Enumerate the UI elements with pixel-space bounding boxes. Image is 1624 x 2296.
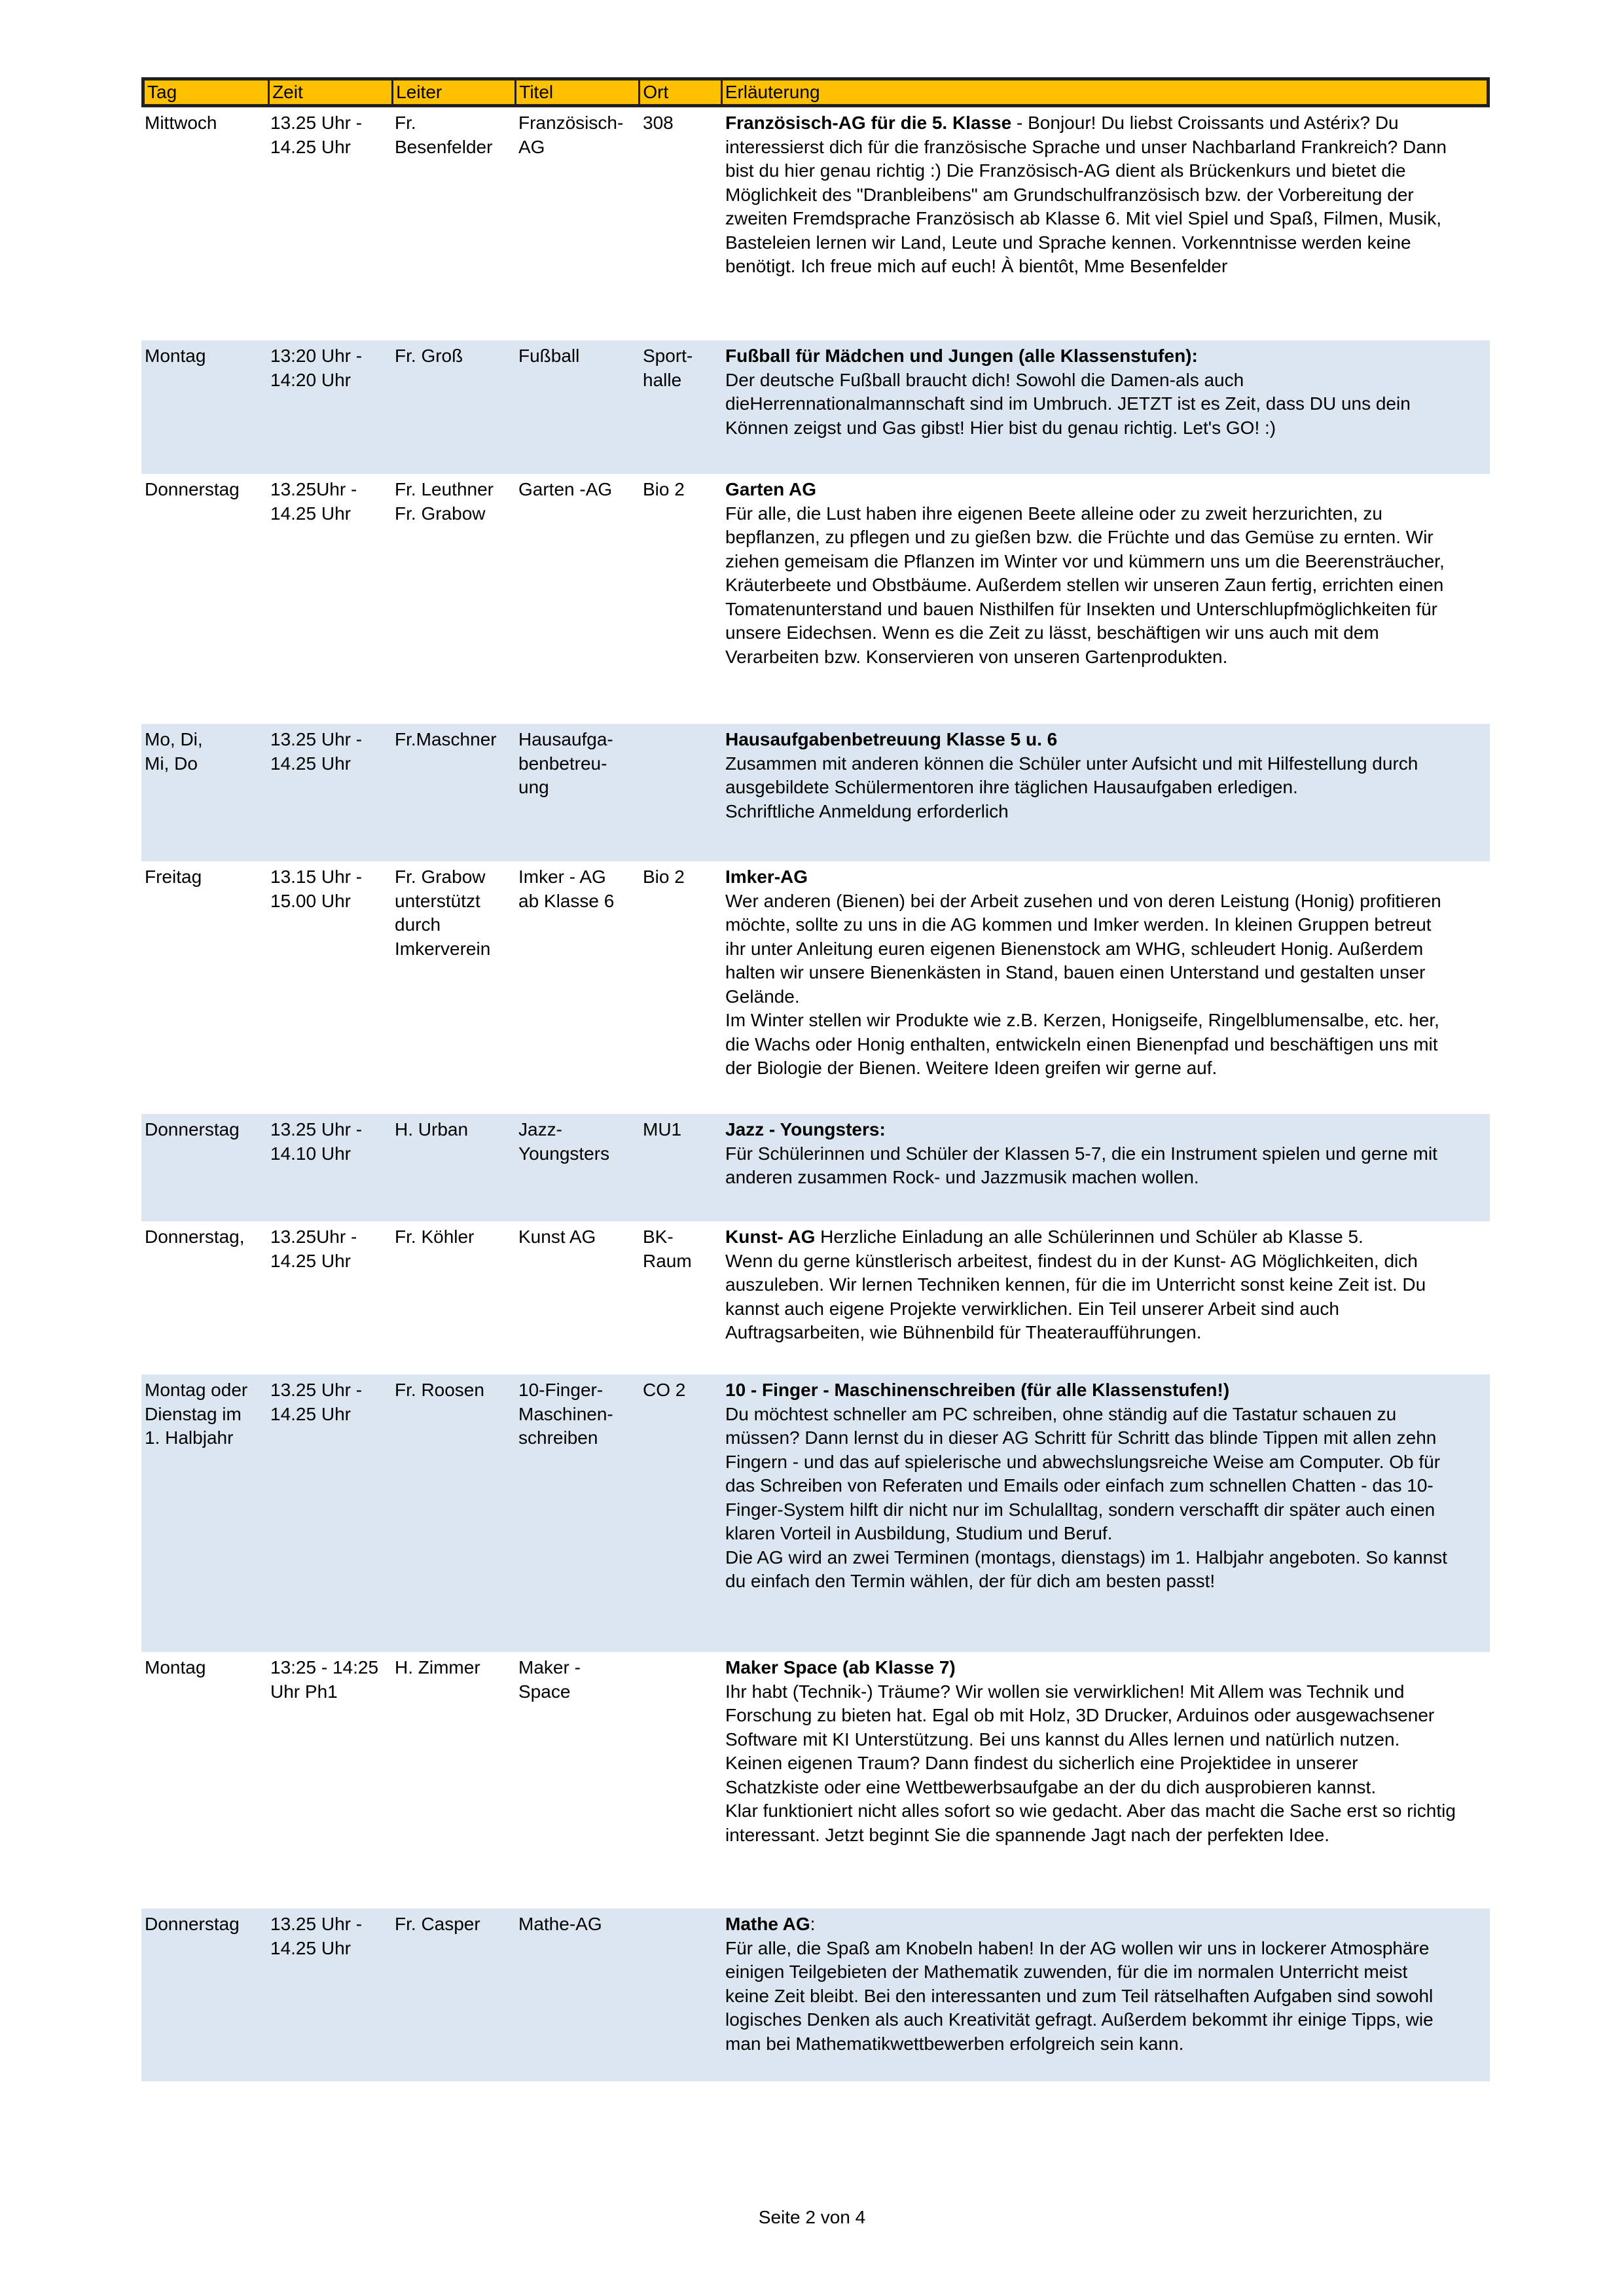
description-line: zweiten Fremdsprache Französisch ab Klasse 6. Mit viel Spiel und Spaß, Filmen, Musik, [725, 208, 1441, 228]
description-title-line [725, 478, 1490, 502]
description-line: halten wir unsere Bienenkästen in Stand, bauen einen Unterstand und gestalten unser [725, 962, 1426, 982]
cell-erlaeuterung [722, 1225, 1490, 1374]
description-line: logisches Denken als auch Kreativität gefragt. Außerdem bekommt ihr einige Tipps, wie [725, 2009, 1434, 2030]
cell-tag: Donnerstag, [145, 1227, 245, 1247]
cell-zeit: 13:25 - 14:25 Uhr Ph1 [270, 1657, 379, 1702]
ag-table [141, 77, 1490, 2081]
cell-ort: CO 2 [643, 1380, 686, 1400]
description-line: Die AG wird an zwei Terminen (montags, dienstags) im 1. Halbjahr angeboten. So kannst [725, 1547, 1447, 1568]
description-title-line [725, 1656, 1490, 1680]
description-line: Wer anderen (Bienen) bei der Arbeit zusehen und von deren Leistung (Honig) profitieren [725, 890, 1441, 911]
description-line: Klar funktioniert nicht alles sofort so wie gedacht. Aber das macht die Sache erst so richtig [725, 1801, 1456, 1821]
description-line: unsere Eidechsen. Wenn es die Zeit zu lässt, beschäftigen wir uns auch mit dem [725, 622, 1379, 643]
description-line: einigen Teilgebieten der Mathematik zuwenden, für die im normalen Unterricht meist [725, 1962, 1408, 1982]
description-line: ihr unter Anleitung euren eigenen Bienenstock am WHG, schleudert Honig. Außerdem [725, 938, 1424, 959]
description-line: ziehen gemeisam die Pflanzen im Winter vor und kümmern uns um die Beerensträucher, [725, 550, 1445, 571]
description-title: Hausaufgabenbetreuung Klasse 5 u. 6 [725, 729, 1058, 749]
page-number: Seite 2 von 4 [758, 2207, 866, 2227]
cell-titel: Imker - AG ab Klasse 6 [518, 867, 615, 911]
table-header [141, 77, 1490, 107]
description-title: Jazz - Youngsters: [725, 1119, 886, 1139]
cell-tag: Montag [145, 346, 206, 366]
description-line: Basteleien lernen wir Land, Leute und Sprache kennen. Vorkenntnisse werden keine [725, 232, 1411, 253]
description-line: müssen? Dann lernst du in dieser AG Schritt für Schritt das blinde Tippen mit allen zehn [725, 1427, 1437, 1448]
cell-ort: Sport- halle [643, 346, 693, 390]
description-line: benötigt. Ich freue mich auf euch! À bientôt, Mme Besenfelder [725, 256, 1228, 276]
cell-titel: 10-Finger- Maschinen- schreiben [518, 1380, 613, 1448]
cell-ort: BK- Raum [643, 1227, 692, 1271]
description-line: Tomatenunterstand und bauen Nisthilfen für Insekten und Unterschlupfmöglichkeiten für [725, 598, 1437, 619]
cell-erlaeuterung [722, 1118, 1490, 1221]
description-line: Ihr habt (Technik-) Träume? Wir wollen sie verwirklichen! Mit Allem was Technik und [725, 1681, 1405, 1702]
description-title-line [725, 1378, 1490, 1403]
description-line: Fingern - und das auf spielerische und abwechslungsreiche Weise am Computer. Ob für [725, 1451, 1441, 1472]
description-line: interessierst dich für die französische Sprache und unser Nachbarland Frankreich? Dann [725, 136, 1447, 157]
description-line: Für alle, die Lust haben ihre eigenen Beete alleine oder zu zweit herzurichten, zu [725, 503, 1382, 524]
table-row [141, 474, 1490, 724]
header-titel: Titel [516, 81, 640, 104]
description-title-line [725, 344, 1490, 368]
cell-erlaeuterung [722, 478, 1490, 724]
description-line: der Biologie der Bienen. Weitere Ideen greifen wir gerne auf. [725, 1058, 1218, 1078]
description-line: bepflanzen, zu pflegen und zu gießen bzw. die Früchte und das Gemüse zu ernten. Wir [725, 527, 1434, 547]
cell-ort: 308 [643, 113, 674, 133]
description-title: Garten AG [725, 479, 816, 499]
header-leiter: Leiter [393, 81, 516, 104]
description-line: Wenn du gerne künstlerisch arbeitest, findest du in der Kunst- AG Möglichkeiten, dich [725, 1250, 1418, 1271]
description-line: Der deutsche Fußball braucht dich! Sowohl die Damen-als auch [725, 369, 1244, 390]
description-line: die Wachs oder Honig enthalten, entwickeln einen Bienenpfad und beschäftigen uns mit [725, 1033, 1438, 1054]
cell-leiter: H. Zimmer [395, 1657, 480, 1677]
cell-leiter: Fr. Leuthner Fr. Grabow [395, 479, 494, 524]
cell-tag: Donnerstag [145, 479, 240, 499]
description-line: Für Schülerinnen und Schüler der Klassen 5-7, die ein Instrument spielen und gerne mit [725, 1143, 1437, 1164]
cell-tag: Mo, Di, Mi, Do [145, 729, 203, 774]
table-row [141, 724, 1490, 861]
cell-ort [640, 728, 722, 861]
description-line: Schatzkiste oder eine Wettbewerbsaufgabe an der du dich ausprobieren kannst. [725, 1776, 1377, 1797]
description-title-line [725, 111, 1490, 135]
description-line: man bei Mathematikwettbewerben erfolgreich sein kann. [725, 2033, 1184, 2054]
header-ort: Ort [640, 81, 722, 104]
cell-tag: Freitag [145, 867, 202, 887]
description-title: Mathe AG [725, 1914, 810, 1934]
description-line: ausgebildete Schülermentoren ihre täglichen Hausaufgaben erledigen. [725, 777, 1298, 797]
description-title-line [725, 1225, 1490, 1249]
description-line: Für alle, die Spaß am Knobeln haben! In der AG wollen wir uns in lockerer Atmosphäre [725, 1937, 1430, 1958]
cell-ort [640, 1656, 722, 1909]
description-line: du einfach den Termin wählen, der für dich am besten passt! [725, 1571, 1216, 1591]
cell-zeit: 13.25 Uhr - 14.25 Uhr [270, 113, 363, 157]
description-line: auszuleben. Wir lernen Techniken kennen, für die im Unterricht sonst keine Zeit ist. Du [725, 1274, 1426, 1295]
description-title: Französisch-AG für die 5. Klasse [725, 113, 1012, 133]
description-line: dieHerrennationalmannschaft sind im Umbruch. JETZT ist es Zeit, dass DU uns dein [725, 393, 1411, 414]
cell-leiter: Fr. Grabow unterstützt durch Imkerverein [395, 867, 491, 959]
cell-erlaeuterung [722, 1378, 1490, 1652]
cell-erlaeuterung [722, 1656, 1490, 1909]
description-line: Schriftliche Anmeldung erforderlich [725, 800, 1009, 821]
cell-leiter: Fr.Maschner [395, 729, 497, 749]
header-tag: Tag [145, 81, 270, 104]
cell-tag: Montag oder Dienstag im 1. Halbjahr [145, 1380, 248, 1448]
cell-erlaeuterung [722, 344, 1490, 474]
cell-erlaeuterung [722, 728, 1490, 861]
description-line: Software mit KI Unterstützung. Bei uns kannst du Alles lernen und natürlich nutzen. [725, 1729, 1400, 1749]
description-title-rest: - Bonjour! Du liebst Croissants und Astérix? Du [1011, 113, 1399, 133]
cell-zeit: 13.25Uhr - 14.25 Uhr [270, 479, 357, 524]
cell-zeit: 13.25Uhr - 14.25 Uhr [270, 1227, 357, 1271]
description-line: keine Zeit bleibt. Bei den interessanten und zum Teil rätselhaften Aufgaben sind sowohl [725, 1985, 1434, 2006]
cell-erlaeuterung [722, 111, 1490, 340]
cell-titel: Maker - Space [518, 1657, 581, 1702]
description-line: Zusammen mit anderen können die Schüler unter Aufsicht und mit Hilfestellung durch [725, 753, 1418, 774]
description-line: Im Winter stellen wir Produkte wie z.B. Kerzen, Honigseife, Ringelblumensalbe, etc. her, [725, 1010, 1439, 1030]
description-title-line [725, 728, 1490, 752]
description-title: Kunst- AG [725, 1227, 816, 1247]
cell-leiter: Fr. Roosen [395, 1380, 484, 1400]
header-erlaeuterung: Erläuterung [725, 82, 820, 102]
description-title-rest: Herzliche Einladung an alle Schülerinnen und Schüler ab Klasse 5. [815, 1227, 1363, 1247]
cell-leiter: Fr. Köhler [395, 1227, 475, 1247]
description-line: kannst auch eigene Projekte verwirklichen. Ein Teil unserer Arbeit sind auch [725, 1298, 1339, 1319]
description-line: Finger-System hilft dir nicht nur im Schulalltag, sondern verschafft dir später auch einen [725, 1499, 1435, 1520]
table-row [141, 340, 1490, 474]
description-line: Auftragsarbeiten, wie Bühnenbild für Theateraufführungen. [725, 1322, 1202, 1342]
description-line: Verarbeiten bzw. Konservieren von unseren Gartenprodukten. [725, 646, 1228, 667]
description-title-line [725, 1118, 1490, 1142]
cell-titel: Fußball [518, 346, 580, 366]
cell-ort: Bio 2 [643, 867, 685, 887]
cell-titel: Mathe-AG [518, 1914, 602, 1934]
header-zeit: Zeit [270, 81, 393, 104]
cell-ort: MU1 [643, 1119, 682, 1139]
description-line: möchte, sollte zu uns in die AG kommen und Imker werden. In kleinen Gruppen betreut [725, 914, 1432, 935]
description-title: Imker-AG [725, 867, 808, 887]
cell-titel: Französisch- AG [518, 113, 624, 157]
description-line: klaren Vorteil in Ausbildung, Studium und Beruf. [725, 1523, 1113, 1543]
cell-zeit: 13.25 Uhr - 14.25 Uhr [270, 1914, 363, 1958]
description-line: Keinen eigenen Traum? Dann findest du sicherlich eine Projektidee in unserer [725, 1753, 1358, 1773]
cell-leiter: Fr. Casper [395, 1914, 480, 1934]
cell-leiter: H. Urban [395, 1119, 469, 1139]
cell-ort: Bio 2 [643, 479, 685, 499]
description-title: Fußball für Mädchen und Jungen (alle Klassenstufen): [725, 346, 1198, 366]
description-line: Gelände. [725, 986, 800, 1007]
cell-zeit: 13:20 Uhr - 14:20 Uhr [270, 346, 363, 390]
cell-erlaeuterung [722, 865, 1490, 1114]
description-line: interessant. Jetzt beginnt Sie die spannende Jagt nach der perfekten Idee. [725, 1824, 1330, 1845]
description-title-line [725, 1912, 1490, 1937]
cell-leiter: Fr. Groß [395, 346, 463, 366]
description-title: Maker Space (ab Klasse 7) [725, 1657, 956, 1677]
table-body [141, 107, 1490, 2081]
description-line: das Schreiben von Referaten und Emails oder einfach zum schnellen Chatten - das 10- [725, 1475, 1434, 1496]
cell-erlaeuterung [722, 1912, 1490, 2081]
cell-leiter: Fr. Besenfelder [395, 113, 493, 157]
description-title-line [725, 865, 1490, 889]
cell-tag: Montag [145, 1657, 206, 1677]
table-row [141, 1652, 1490, 1909]
cell-titel: Jazz- Youngsters [518, 1119, 610, 1164]
cell-tag: Mittwoch [145, 113, 217, 133]
cell-zeit: 13.25 Uhr - 14.10 Uhr [270, 1119, 363, 1164]
description-line: Möglichkeit des "Dranbleibens" am Grundschulfranzösisch bzw. der Vorbereitung der [725, 184, 1414, 205]
description-line: bist du hier genau richtig :) Die Französisch-AG dient als Brückenkurs und bietet die [725, 160, 1406, 181]
table-row [141, 107, 1490, 340]
cell-titel: Kunst AG [518, 1227, 596, 1247]
cell-titel: Hausaufga- benbetreu- ung [518, 729, 613, 797]
table-row [141, 1221, 1490, 1374]
table-row [141, 1114, 1490, 1221]
table-row [141, 1374, 1490, 1652]
description-line: Kräuterbeete und Obstbäume. Außerdem stellen wir unseren Zaun fertig, errichten einen [725, 575, 1444, 595]
cell-titel: Garten -AG [518, 479, 613, 499]
table-row [141, 861, 1490, 1114]
cell-ort [640, 1912, 722, 2081]
description-title-rest: : [810, 1914, 816, 1934]
table-row [141, 1909, 1490, 2081]
description-title: 10 - Finger - Maschinenschreiben (für alle Klassenstufen!) [725, 1380, 1230, 1400]
description-line: Können zeigst und Gas gibst! Hier bist du genau richtig. Let's GO! :) [725, 417, 1276, 438]
cell-zeit: 13.15 Uhr - 15.00 Uhr [270, 867, 363, 911]
description-line: Forschung zu bieten hat. Egal ob mit Holz, 3D Drucker, Arduinos oder ausgewachsener [725, 1705, 1435, 1725]
description-line: Du möchtest schneller am PC schreiben, ohne ständig auf die Tastatur schauen zu [725, 1403, 1397, 1424]
cell-zeit: 13.25 Uhr - 14.25 Uhr [270, 729, 363, 774]
description-line: anderen zusammen Rock- und Jazzmusik machen wollen. [725, 1167, 1199, 1187]
cell-zeit: 13.25 Uhr - 14.25 Uhr [270, 1380, 363, 1424]
cell-tag: Donnerstag [145, 1119, 240, 1139]
cell-tag: Donnerstag [145, 1914, 240, 1934]
